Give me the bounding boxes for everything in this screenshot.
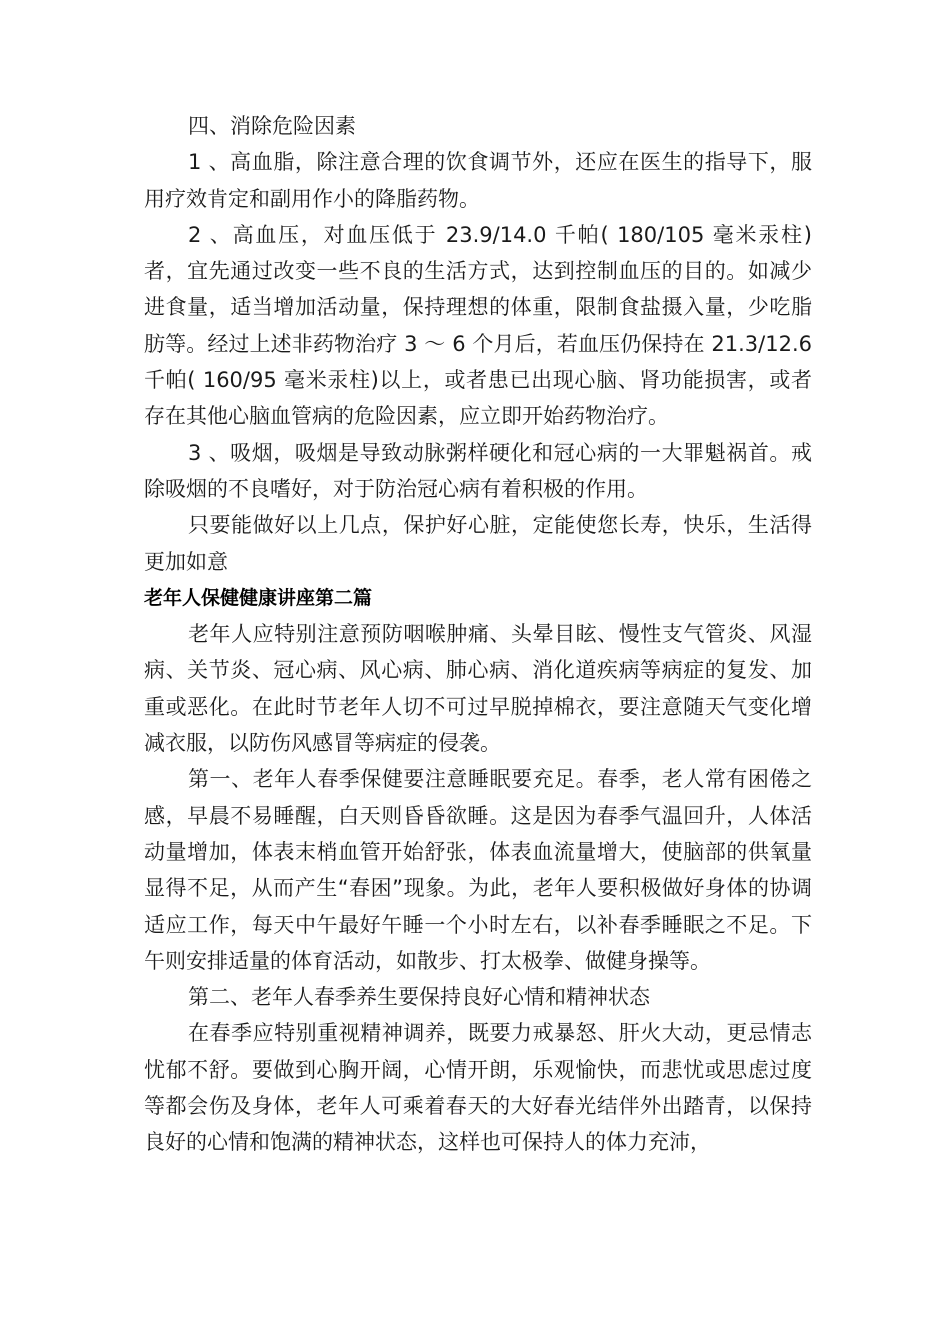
article-title-part-two: 老年人保健健康讲座第二篇 bbox=[144, 586, 373, 609]
paragraph-mental-wellbeing: 在春季应特别重视精神调养，既要力戒暴怒、肝火大动，更忌情志忧郁不舒。要做到心胸开阔，心情开朗，乐观愉快，而悲忧或思虑过度等都会伤及身体，老年人可乘着春天的大好春光结伴外出踏青，以保持良好的心情和饱满的精神状态，这样也可保持人的体力充沛， bbox=[144, 1021, 812, 1155]
paragraph-sleep: 第一、老年人春季保健要注意睡眠要充足。春季，老人常有困倦之感，早晨不易睡醒，白天则昏昏欲睡。这是因为春季气温回升，人体活动量增加，体表末梢血管开始舒张，体表血流量增大，使脑部的供氧量显得不足，从而产生“春困”现象。为此，老年人要积极做好身体的协调适应工作，每天中午最好午睡一个小时左右，以补春季睡眠之不足。下午则安排适量的体育活动，如散步、打太极拳、做健身操等。 bbox=[144, 767, 812, 973]
paragraph-mood-heading: 第二、老年人春季养生要保持良好心情和精神状态 bbox=[188, 985, 650, 1010]
paragraph-intro-spring-illnesses: 老年人应特别注意预防咽喉肿痛、头晕目眩、慢性支气管炎、风湿病、关节炎、冠心病、风心病、肺心病、消化道疾病等病症的复发、加重或恶化。在此时节老年人切不可过早脱掉棉衣，要注意随天气变化增减衣服，以防伤风感冒等病症的侵袭。 bbox=[144, 622, 812, 756]
paragraph-conclusion: 只要能做好以上几点，保护好心脏，定能使您长寿，快乐，生活得更加如意 bbox=[144, 513, 812, 574]
section-heading-eliminate-risk-factors: 四、消除危险因素 bbox=[188, 114, 356, 138]
paragraph-hyperlipidemia: 1 、高血脂，除注意合理的饮食调节外，还应在医生的指导下，服用疗效肯定和副用作小的降脂药物。 bbox=[144, 150, 812, 211]
paragraph-hypertension: 2 、高血压，对血压低于 23.9/14.0 千帕( 180/105 毫米汞柱)者，宜先通过改变一些不良的生活方式，达到控制血压的目的。如减少进食量，适当增加活动量，保持理想的体重，限制食盐摄入量，少吃脂肪等。经过上述非药物治疗 3 ～ 6 个月后，若血压仍保持在 21.3/12.6 千帕( 160/95 毫米汞柱)以上，或者患已出现心脑、肾功能损害，或者存在其他心脑血管病的危险因素，应立即开始药物治疗。 bbox=[144, 222, 812, 429]
paragraph-smoking: 3 、吸烟，吸烟是导致动脉粥样硬化和冠心病的一大罪魁祸首。戒除吸烟的不良嗜好，对于防治冠心病有着积极的作用。 bbox=[144, 440, 812, 501]
document-body bbox=[144, 108, 812, 1161]
